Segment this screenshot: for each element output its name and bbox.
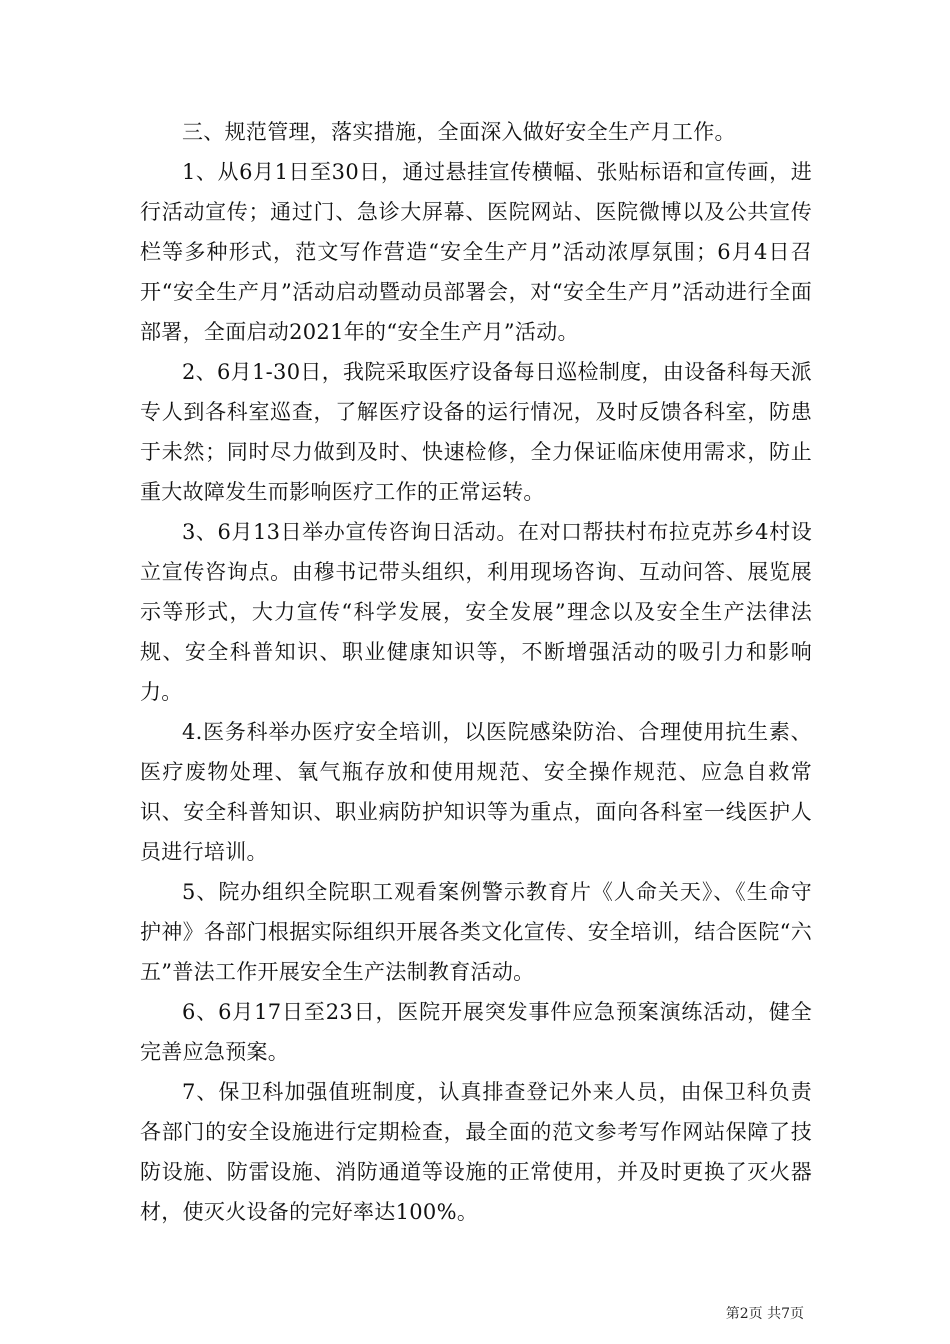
page-number-footer: 第2页 共7页	[725, 1306, 804, 1322]
paragraph-item-5: 5、院办组织全院职工观看案例警示教育片《人命关天》、《生命守护神》各部门根据实际组织开展各类文化宣传、安全培训，结合医院“六五”普法工作开展安全生产法制教育活动。	[140, 880, 812, 984]
paragraph-item-2: 2、6月1-30日，我院采取医疗设备每日巡检制度，由设备科每天派专人到各科室巡查，了解医疗设备的运行情况，及时反馈各科室，防患于未然；同时尽力做到及时、快速检修，全力保证临床使用需求，防止重大故障发生而影响医疗工作的正常运转。	[140, 360, 812, 504]
paragraph-item-1: 1、从6月1日至30日，通过悬挂宣传横幅、张贴标语和宣传画，进行活动宣传；通过门、急诊大屏幕、医院网站、医院微博以及公共宣传栏等多种形式，范文写作营造“安全生产月”活动浓厚氛围；6月4日召开“安全生产月”活动启动暨动员部署会，对“安全生产月”活动进行全面部署，全面启动2021年的“安全生产月”活动。	[140, 160, 812, 344]
paragraph-item-4: 4.医务科举办医疗安全培训，以医院感染防治、合理使用抗生素、医疗废物处理、氧气瓶存放和使用规范、安全操作规范、应急自救常识、安全科普知识、职业病防护知识等为重点，面向各科室一线医护人员进行培训。	[140, 720, 812, 864]
document-body	[140, 112, 812, 1232]
paragraph-item-7: 7、保卫科加强值班制度，认真排查登记外来人员，由保卫科负责各部门的安全设施进行定期检查，最全面的范文参考写作网站保障了技防设施、防雷设施、消防通道等设施的正常使用，并及时更换了灭火器材，使灭火设备的完好率达100%。	[140, 1080, 812, 1224]
section-heading: 三、规范管理，落实措施，全面深入做好安全生产月工作。	[182, 120, 736, 144]
paragraph-item-3: 3、6月13日举办宣传咨询日活动。在对口帮扶村布拉克苏乡4村设立宣传咨询点。由穆书记带头组织，利用现场咨询、互动问答、展览展示等形式，大力宣传“科学发展，安全发展”理念以及安全生产法律法规、安全科普知识、职业健康知识等，不断增强活动的吸引力和影响力。	[140, 520, 812, 704]
paragraph-item-6: 6、6月17日至23日，医院开展突发事件应急预案演练活动，健全完善应急预案。	[140, 1000, 812, 1064]
